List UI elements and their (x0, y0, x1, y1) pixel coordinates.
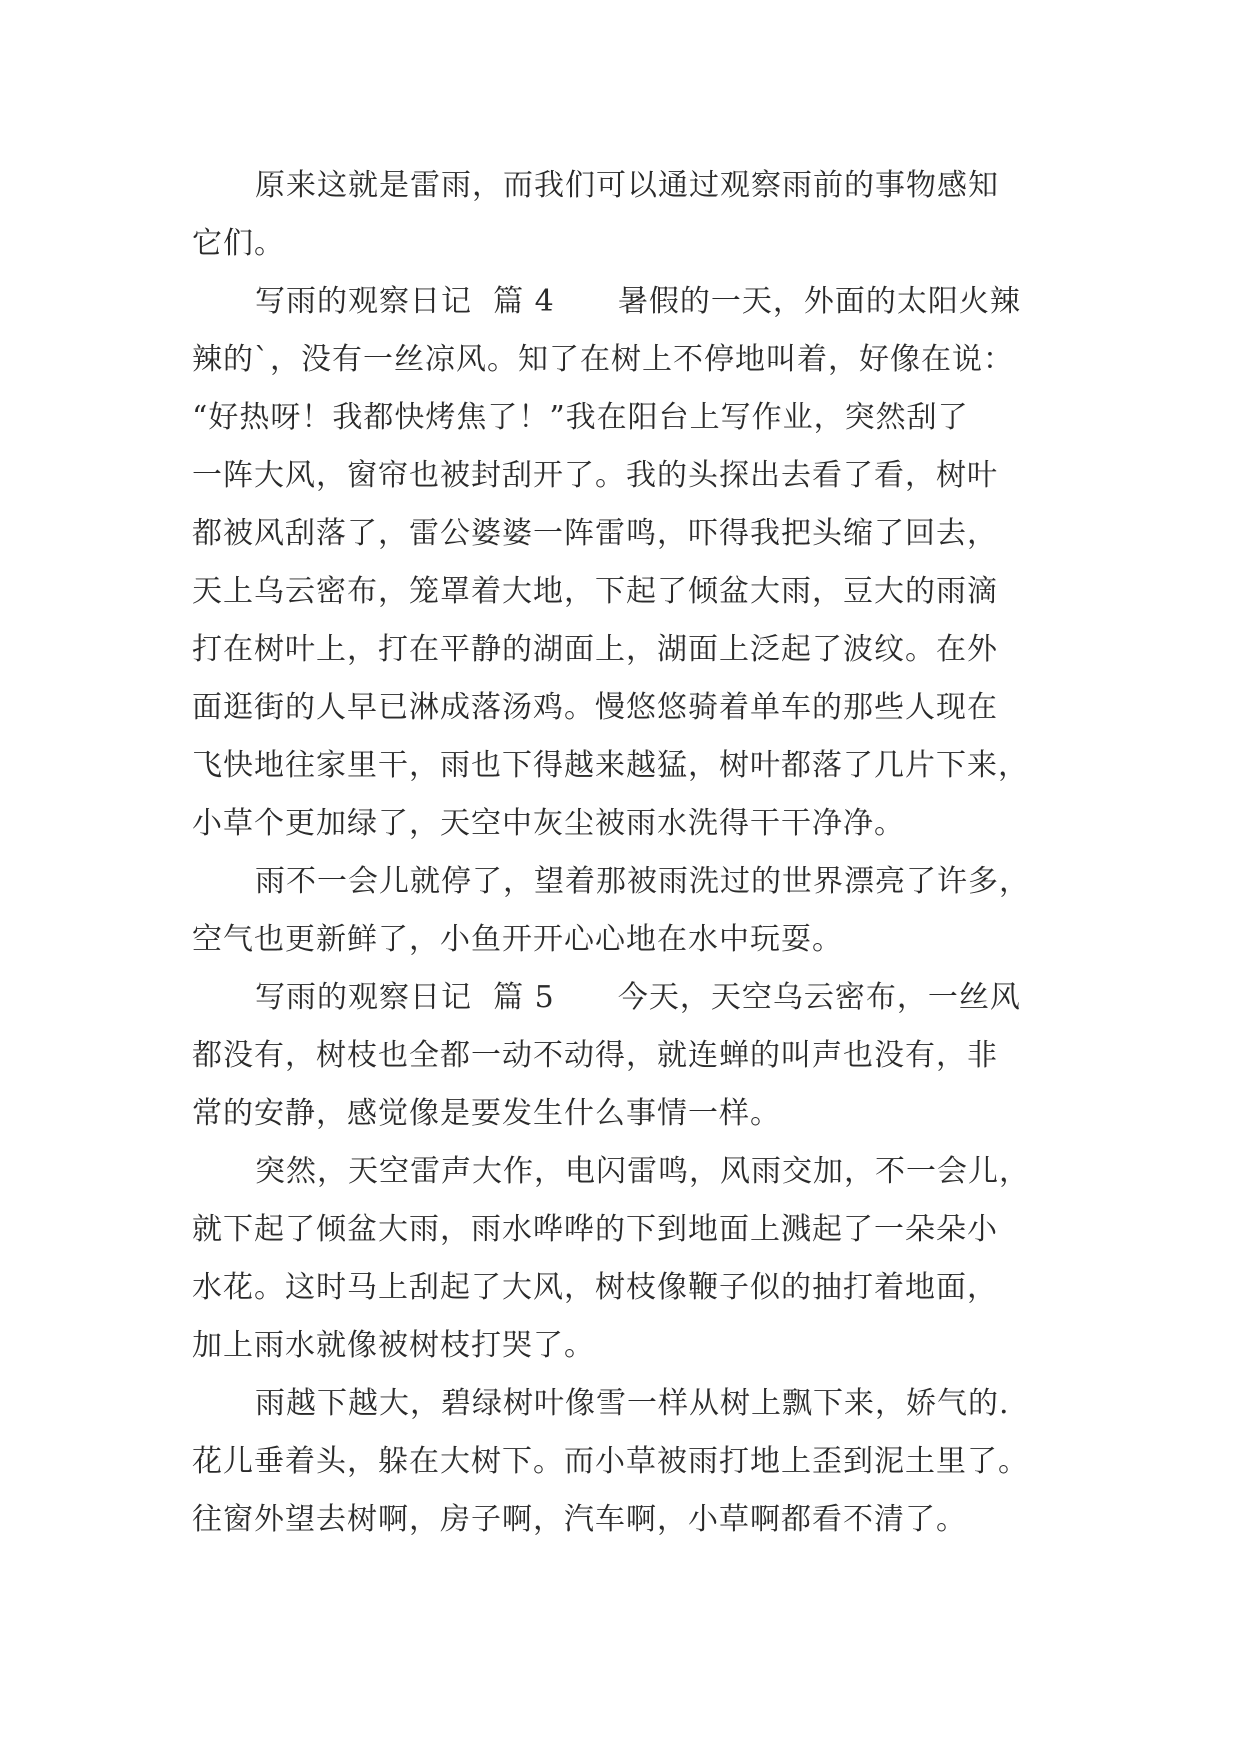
text-line: 突然，天空雷声大作，电闪雷鸣，风雨交加，不一会儿， (255, 1154, 1030, 1189)
text-line: 都没有，树枝也全都一动不动得，就连蝉的叫声也没有，非 (192, 1038, 998, 1073)
text-line: 写雨的观察日记 篇 4 暑假的一天，外面的太阳火辣 (255, 284, 1021, 319)
text-line: 天上乌云密布，笼罩着大地，下起了倾盆大雨，豆大的雨滴 (192, 574, 998, 609)
text-line: 都被风刮落了，雷公婆婆一阵雷鸣，吓得我把头缩了回去， (192, 516, 998, 551)
text-line: 花儿垂着头，躲在大树下。而小草被雨打地上歪到泥土里了。 (192, 1444, 1029, 1479)
text-line: 雨越下越大，碧绿树叶像雪一样从树上飘下来，娇气的. (255, 1386, 1010, 1421)
text-line: 一阵大风，窗帘也被封刮开了。我的头探出去看了看，树叶 (192, 458, 998, 493)
text-line: 辣的`，没有一丝凉风。知了在树上不停地叫着，好像在说： (192, 342, 1014, 377)
text-line: “好热呀！我都快烤焦了！”我在阳台上写作业，突然刮了 (192, 400, 969, 435)
text-line: 常的安静，感觉像是要发生什么事情一样。 (192, 1096, 781, 1131)
text-line: 面逛街的人早已淋成落汤鸡。慢悠悠骑着单车的那些人现在 (192, 690, 998, 725)
text-line: 就下起了倾盆大雨，雨水哗哗的下到地面上溅起了一朵朵小 (192, 1212, 998, 1247)
text-line: 它们。 (192, 226, 285, 261)
text-line: 雨不一会儿就停了，望着那被雨洗过的世界漂亮了许多， (255, 864, 1030, 899)
text-line: 写雨的观察日记 篇 5 今天，天空乌云密布，一丝风 (255, 980, 1021, 1015)
text-line: 加上雨水就像被树枝打哭了。 (192, 1328, 595, 1363)
text-line: 飞快地往家里干，雨也下得越来越猛，树叶都落了几片下来， (192, 748, 1029, 783)
text-line: 小草个更加绿了，天空中灰尘被雨水洗得干干净净。 (192, 806, 905, 841)
text-line: 原来这就是雷雨，而我们可以通过观察雨前的事物感知 (255, 168, 999, 203)
text-line: 水花。这时马上刮起了大风，树枝像鞭子似的抽打着地面， (192, 1270, 998, 1305)
text-line: 打在树叶上，打在平静的湖面上，湖面上泛起了波纹。在外 (192, 632, 998, 667)
text-line: 空气也更新鲜了，小鱼开开心心地在水中玩耍。 (192, 922, 843, 957)
text-line: 往窗外望去树啊，房子啊，汽车啊，小草啊都看不清了。 (192, 1502, 967, 1537)
document-body (192, 157, 1092, 1549)
